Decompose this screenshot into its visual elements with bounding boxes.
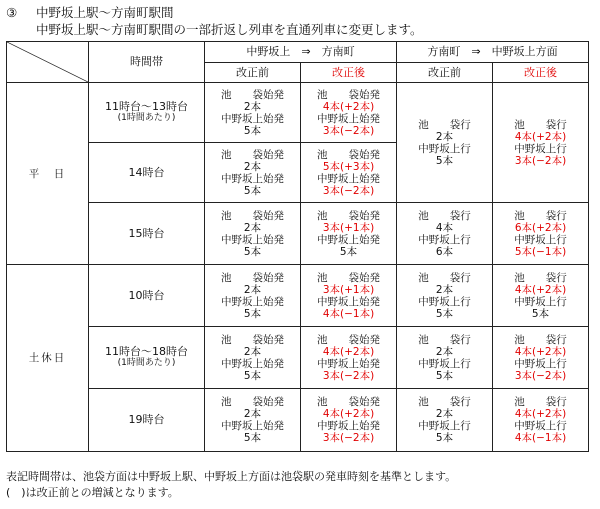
- train-count: 5本: [243, 369, 262, 382]
- train-count: 2本: [435, 283, 454, 296]
- train-count: 3本(+1本): [322, 283, 375, 296]
- origin-label: 池 袋始発: [317, 396, 380, 408]
- origin-label: 中野坂上始発: [221, 233, 284, 246]
- origin-label: 池 袋始発: [317, 88, 380, 101]
- train-count: 2本: [243, 408, 262, 420]
- footnotes: [6, 469, 456, 501]
- train-count: 5本: [243, 307, 262, 320]
- dir2-after-cell: [493, 203, 589, 265]
- train-count: 4本: [435, 221, 454, 234]
- train-count: 5本: [435, 307, 454, 320]
- time-slot-note: (1時間あたり): [117, 358, 176, 368]
- train-count: 6本: [435, 245, 454, 258]
- train-count: 3本(−2本): [322, 432, 375, 444]
- origin-label: 中野坂上行: [418, 295, 471, 308]
- train-count: 3本(+1本): [322, 221, 375, 234]
- train-count: 4本(+2本): [322, 100, 375, 113]
- origin-label: 池 袋始発: [221, 209, 284, 222]
- train-count: 2本: [243, 283, 262, 296]
- table-row: [7, 389, 589, 452]
- origin-label: 池 袋始発: [317, 209, 380, 222]
- after-header: 改正後: [301, 63, 397, 83]
- train-count: 2本: [435, 345, 454, 358]
- time-slot: 11時台～18時台: [105, 345, 188, 358]
- origin-label: 池 袋始発: [221, 396, 284, 408]
- train-count: 2本: [243, 345, 262, 358]
- time-slot: 11時台～13時台: [105, 100, 188, 113]
- train-count: 5本: [243, 432, 262, 444]
- train-count: 5本(+3本): [322, 160, 375, 173]
- origin-label: 中野坂上始発: [317, 420, 380, 432]
- group-holiday: 土休日: [7, 265, 89, 452]
- time-slot: 19時台: [128, 413, 165, 426]
- train-count: 5本: [243, 184, 262, 197]
- origin-label: 中野坂上行: [514, 357, 567, 370]
- dir2-after-cell: [493, 83, 589, 203]
- dir2-before-cell: [397, 389, 493, 452]
- dir2-after-cell: [493, 389, 589, 452]
- origin-label: 池 袋行: [418, 396, 471, 408]
- before-header: 改正前: [205, 63, 301, 83]
- dir1-before-cell: [205, 265, 301, 327]
- origin-label: 池 袋行: [514, 271, 567, 284]
- origin-label: 池 袋始発: [317, 148, 380, 161]
- origin-label: 中野坂上行: [514, 142, 567, 155]
- origin-label: 池 袋行: [418, 209, 471, 222]
- train-count: 5本: [435, 432, 454, 444]
- origin-label: 池 袋行: [418, 271, 471, 284]
- origin-label: 池 袋始発: [221, 148, 284, 161]
- origin-label: 中野坂上始発: [317, 295, 380, 308]
- origin-label: 中野坂上行: [418, 142, 471, 155]
- train-count: 3本(−2本): [514, 154, 567, 167]
- train-count: 4本(+2本): [514, 130, 567, 143]
- origin-label: 池 袋行: [418, 333, 471, 346]
- train-count: 5本: [243, 245, 262, 258]
- train-count: 4本(+2本): [514, 408, 567, 420]
- dir1-after-cell: [301, 143, 397, 203]
- train-count: 3本(−2本): [322, 124, 375, 137]
- train-count: 6本(+2本): [514, 221, 567, 234]
- train-count: 2本: [435, 408, 454, 420]
- origin-label: 中野坂上始発: [317, 357, 380, 370]
- time-slot-cell: [89, 203, 205, 265]
- dir1-after-cell: [301, 203, 397, 265]
- train-count: 4本(+2本): [514, 283, 567, 296]
- direction-header-1: 中野坂上 ⇒ 方南町: [205, 42, 397, 63]
- footnote: 表記時間帯は、池袋方面は中野坂上駅、中野坂上方面は池袋駅の発車時刻を基準とします。: [6, 470, 457, 483]
- section-heading: [6, 4, 423, 38]
- after-header: 改正後: [493, 63, 589, 83]
- time-slot-cell: [89, 265, 205, 327]
- dir1-after-cell: [301, 327, 397, 389]
- origin-label: 中野坂上始発: [221, 357, 284, 370]
- time-slot: 15時台: [128, 226, 165, 240]
- origin-label: 池 袋行: [514, 209, 567, 222]
- origin-label: 中野坂上始発: [221, 112, 284, 125]
- table-row: [7, 265, 589, 327]
- dir2-before-cell: [397, 265, 493, 327]
- dir2-after-cell: [493, 327, 589, 389]
- origin-label: 中野坂上行: [418, 357, 471, 370]
- origin-label: 中野坂上始発: [221, 172, 284, 185]
- dir1-before-cell: [205, 327, 301, 389]
- train-count: 4本(−1本): [322, 307, 375, 320]
- dir2-before-cell: [397, 203, 493, 265]
- train-count: 5本(−1本): [514, 245, 567, 258]
- origin-label: 中野坂上始発: [317, 233, 380, 246]
- origin-label: 池 袋始発: [221, 88, 284, 101]
- origin-label: 池 袋始発: [221, 271, 284, 284]
- origin-label: 中野坂上行: [514, 295, 567, 308]
- train-count: 4本(+2本): [514, 345, 567, 358]
- origin-label: 池 袋行: [514, 333, 567, 346]
- time-header: 時間帯: [89, 42, 205, 83]
- train-count: 5本: [339, 245, 358, 258]
- dir2-before-cell: [397, 83, 493, 203]
- origin-label: 中野坂上始発: [317, 112, 380, 125]
- train-count: 4本(+2本): [322, 408, 375, 420]
- train-count: 2本: [243, 221, 262, 234]
- train-count: 2本: [243, 160, 262, 173]
- origin-label: 池 袋始発: [317, 271, 380, 284]
- origin-label: 中野坂上行: [418, 420, 471, 432]
- time-slot-cell: [89, 389, 205, 452]
- train-count: 5本: [435, 154, 454, 167]
- train-count: 3本(−2本): [322, 369, 375, 382]
- origin-label: 中野坂上始発: [317, 172, 380, 185]
- origin-label: 中野坂上始発: [221, 295, 284, 308]
- dir1-after-cell: [301, 389, 397, 452]
- time-slot-cell: [89, 327, 205, 389]
- timetable-table: [6, 41, 589, 452]
- origin-label: 池 袋行: [418, 118, 471, 131]
- origin-label: 池 袋行: [514, 118, 567, 131]
- table-row: [7, 327, 589, 389]
- train-count: 4本(+2本): [322, 345, 375, 358]
- origin-label: 池 袋始発: [221, 333, 284, 346]
- train-count: 5本: [435, 369, 454, 382]
- time-slot-note: (1時間あたり): [117, 113, 176, 123]
- origin-label: 中野坂上行: [514, 233, 567, 246]
- time-slot: 10時台: [128, 288, 165, 302]
- train-count: 3本(−2本): [322, 184, 375, 197]
- section-subtitle: 中野坂上駅～方南町駅間の一部折返し列車を直通列車に変更します。: [36, 22, 423, 37]
- direction-header-2: 方南町 ⇒ 中野坂上方面: [397, 42, 589, 63]
- origin-label: 中野坂上行: [514, 420, 567, 432]
- table-row: [7, 83, 589, 143]
- dir2-before-cell: [397, 327, 493, 389]
- time-slot-cell: [89, 143, 205, 203]
- dir1-before-cell: [205, 143, 301, 203]
- time-slot-cell: [89, 83, 205, 143]
- footnote: ( )は改正前との増減となります。: [6, 486, 179, 499]
- group-weekday: 平 日: [7, 83, 89, 265]
- train-count: 5本: [243, 124, 262, 137]
- dir1-after-cell: [301, 265, 397, 327]
- dir2-after-cell: [493, 265, 589, 327]
- corner-cell: [7, 42, 89, 83]
- train-count: 4本(−1本): [514, 432, 567, 444]
- origin-label: 中野坂上行: [418, 233, 471, 246]
- dir1-before-cell: [205, 83, 301, 143]
- dir1-after-cell: [301, 83, 397, 143]
- train-count: 5本: [531, 307, 550, 320]
- section-title: 中野坂上駅～方南町駅間: [36, 5, 174, 20]
- origin-label: 池 袋始発: [317, 333, 380, 346]
- dir1-before-cell: [205, 203, 301, 265]
- time-slot: 14時台: [128, 165, 165, 179]
- origin-label: 中野坂上始発: [221, 420, 284, 432]
- dir1-before-cell: [205, 389, 301, 452]
- train-count: 3本(−2本): [514, 369, 567, 382]
- train-count: 2本: [435, 130, 454, 143]
- before-header: 改正前: [397, 63, 493, 83]
- section-number: ③: [6, 5, 18, 20]
- train-count: 2本: [243, 100, 262, 113]
- origin-label: 池 袋行: [514, 396, 567, 408]
- table-row: [7, 203, 589, 265]
